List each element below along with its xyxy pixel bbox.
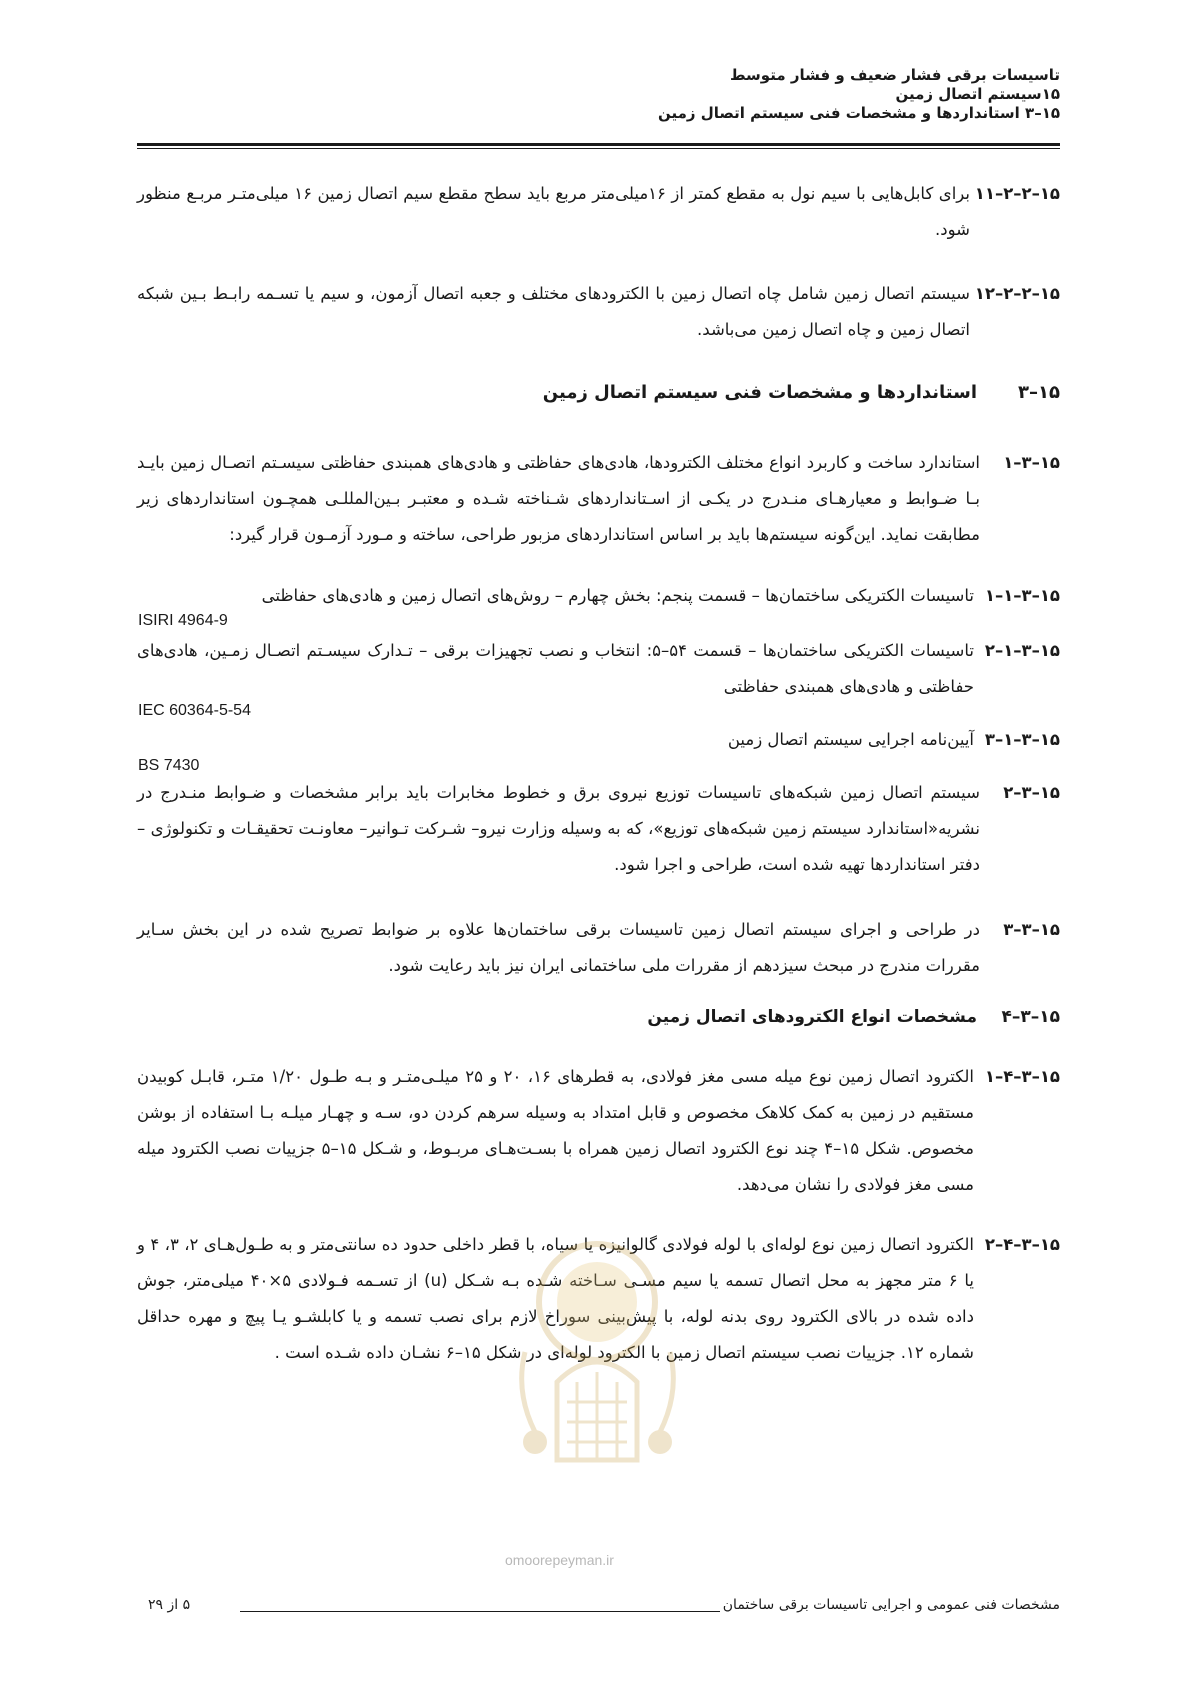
clause-text: آیین‌نامه اجرایی سیستم اتصال زمین: [727, 730, 974, 749]
clause-text: استاندارد ساخت و کاربرد انواع مختلف الکترودها، هادی‌های حفاظتی و هادی‌های همبندی حفاظتی سیسـتم اتصـال زمین بایـد بـا ضـوابط و معیارهـای منـدرج در یکـی از اسـتانداردهای شـناخته شـده و معتبـر بـین‌المللـی همچـون استانداردهای زیر مطابقت نماید. این‌گونه سیستم‌ها باید بر اساس استانداردهای مزبور طراحی، ساخته و مـورد آزمـون قرار گیرد:: [137, 453, 980, 544]
watermark-logo-icon: [495, 1232, 700, 1487]
header-line-3: ۱۵–۳ استانداردها و مشخصات فنی سیستم اتصال زمین: [657, 104, 1060, 122]
clause-number: ۱۵–۳–۲: [1003, 783, 1060, 802]
clause-number: ۱۵–۲–۲–۱۲: [974, 284, 1060, 303]
running-header: [260, 66, 1060, 123]
header-rule-thick: [137, 143, 1060, 146]
clause-number: ۱۵–۲–۲–۱۱: [974, 184, 1060, 203]
section-title: مشخصات انواع الکترودهای اتصال زمین: [647, 1007, 977, 1027]
clause-number: ۱۵–۳–۱–۱: [984, 586, 1060, 605]
clause-text: تاسیسات الکتریکی ساختمان‌ها – قسمت ۵۴–۵: انتخاب و نصب تجهیزات برقی – تـدارک سیسـتم اتصـال زمـین، هادی‌های حفاظتی و هادی‌های همبندی حفاظتی: [137, 641, 975, 696]
clause-15-3-1-2: [137, 633, 1060, 705]
clause-number: ۱۵–۳–۴–۲: [984, 1235, 1060, 1254]
standard-code: IEC 60364-5-54: [138, 702, 251, 719]
clause-number: ۱۵–۳–۱–۲: [984, 641, 1060, 660]
clause-text: برای کابل‌هایی با سیم نول به مقطع کمتر از ۱۶میلی‌متر مربع باید سطح مقطع سیم اتصال زمین ۱۶ میلی‌متـر مربـع منظور شود.: [137, 184, 970, 239]
header-line-1: تاسیسات برقی فشار ضعیف و فشار متوسط: [729, 66, 1060, 84]
clause-number: ۱۵–۳–۳: [1003, 920, 1060, 939]
standard-code: ISIRI 4964-9: [138, 612, 228, 629]
clause-text: الکترود اتصال زمین نوع میله مسی مغز فولادی، به قطرهای ۱۶، ۲۰ و ۲۵ میلـی‌متـر و بـه طـول ۱/۲۰ متـر، قابـل کوبیدن مستقیم در زمین به کمک کلاهک مخصوص و قابل امتداد به وسیله سرهم کردن دو، سـه و چهـار میلـه بـا استفاده از بوشن مخصوص. شکل ۱۵–۴ چند نوع الکترود اتصال زمین همراه با بسـت‌هـای مربـوط، و شـکل ۱۵–۵ جزییات نصب الکترود میله مسی مغز فولادی را نشان می‌دهد.: [137, 1067, 974, 1194]
clause-15-2-2-11: [137, 176, 1060, 248]
clause-15-3-1-3: [137, 722, 1060, 758]
clause-15-3-2: [137, 775, 1060, 883]
watermark-url: omoorepeyman.ir: [505, 1552, 614, 1568]
clause-text: سیستم اتصال زمین شامل چاه اتصال زمین با الکترودهای مختلف و جعبه اتصال آزمون، و سیم یا تسـمه رابـط بـین شبکه اتصال زمین و چاه اتصال زمین می‌باشد.: [137, 284, 970, 339]
clause-15-3-1: [137, 445, 1060, 553]
footer-rule: [240, 1611, 720, 1612]
footer-page-number: ۵ از ۲۹: [148, 1597, 191, 1613]
clause-15-3-3: [137, 912, 1060, 984]
clause-text: سیستم اتصال زمین شبکه‌های تاسیسات توزیع نیروی برق و خطوط مخابرات باید برابر مشخصات و ضـوابط منـدرج در نشریه«استاندارد سیستم زمین شبکه‌های توزیع»، که به وسیله وزارت نیرو– شـرکت تـوانیر– معاونـت تحقیقـات و تکنولوژی – دفتر استانداردها تهیه شده است، طراحی و اجرا شود.: [137, 783, 980, 874]
header-rule-thin: [137, 148, 1060, 149]
section-number: ۱۵–۳: [1018, 382, 1060, 403]
section-title: استانداردها و مشخصات فنی سیستم اتصال زمین: [542, 382, 977, 403]
clause-text: الکترود اتصال زمین نوع لوله‌ای با لوله فولادی گالوانیزه یا سیاه، با قطر داخلی حدود ده سانتی‌متر و به طـول‌هـای ۲، ۳، ۴ و یا ۶ متر مجهز به محل اتصال تسمه یا سیم مسـی سـاخته شـده بـه شـکل (u) از تسـمه فـولادی ۵×۴۰ میلی‌متر، جوش داده شده در بالای الکترود روی بدنه لوله، با پیش‌بینی سوراخ لازم برای نصب تسمه و یا کابلشـو یـا پیچ و مهره حداقل شماره ۱۲. جزییات نصب سیستم اتصال زمین با الکترود لوله‌ای در شکل ۱۵–۶ نشـان داده شـده است .: [137, 1235, 975, 1362]
clause-number: ۱۵–۳–۴–۱: [984, 1067, 1060, 1086]
clause-text: در طراحی و اجرای سیستم اتصال زمین تاسیسات برقی ساختمان‌ها علاوه بر ضوابط تصریح شده در این بخش سـایر مقررات مندرج در مبحث سیزدهم از مقررات ملی ساختمانی ایران نیز باید رعایت شود.: [137, 920, 980, 975]
standard-code: BS 7430: [138, 757, 200, 774]
section-number: ۱۵–۳–۴: [1001, 1007, 1060, 1027]
clause-15-3-1-1: [137, 578, 1060, 614]
clause-number: ۱۵–۳–۱–۳: [984, 730, 1060, 749]
clause-number: ۱۵–۳–۱: [1003, 453, 1060, 472]
clause-text: تاسیسات الکتریکی ساختمان‌ها – قسمت پنجم: بخش چهارم – روش‌های اتصال زمین و هادی‌های حفاظتی: [261, 586, 974, 605]
header-line-2: ۱۵سیستم اتصال زمین: [895, 85, 1060, 103]
footer-document-title: مشخصات فنی عمومی و اجرایی تاسیسات برقی ساختمان: [722, 1597, 1060, 1613]
clause-15-2-2-12: [137, 276, 1060, 348]
clause-15-3-4-1: [137, 1059, 1060, 1203]
